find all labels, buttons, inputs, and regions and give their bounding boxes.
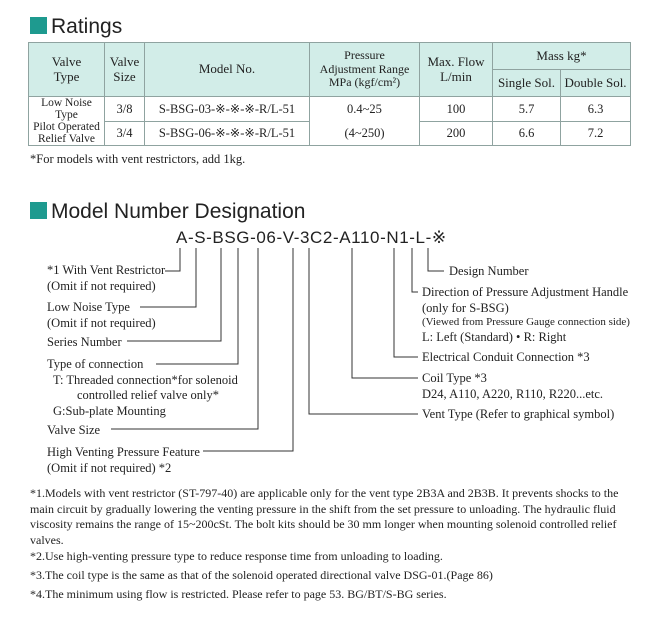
label-low-noise: Low Noise Type (Omit if not required) bbox=[47, 300, 156, 330]
size-cell: 3/4 bbox=[105, 121, 145, 146]
label-coil-type: Coil Type *3 D24, A110, A220, R110, R220...etc. bbox=[422, 371, 604, 401]
model-cell: S-BSG-06-※-※-※-R/L-51 bbox=[145, 121, 310, 146]
col-mass: Mass kg* bbox=[493, 43, 631, 70]
footnote-4: *4.The minimum using flow is restricted. Please refer to page 53. BG/BT/S-BG series. bbox=[30, 587, 447, 601]
col-pressure: Pressure Adjustment Range MPa (kgf/cm²) bbox=[310, 43, 420, 97]
pressure-cell: 0.4~25 bbox=[310, 97, 420, 122]
model-code: A-S-BSG-06-V-3C2-A110-N1-L-※ bbox=[176, 228, 447, 247]
double-mass-cell: 7.2 bbox=[561, 121, 631, 146]
col-valve-size: Valve Size bbox=[105, 43, 145, 97]
double-mass-cell: 6.3 bbox=[561, 97, 631, 122]
ratings-title: Ratings bbox=[30, 16, 122, 37]
label-high-venting: High Venting Pressure Feature (Omit if not required) *2 bbox=[47, 445, 200, 475]
footnote-3: *3.The coil type is the same as that of the solenoid operated directional valve DSG-01.(Page 86) bbox=[30, 568, 493, 582]
label-vent-type: Vent Type (Refer to graphical symbol) bbox=[422, 407, 615, 421]
label-conduit: Electrical Conduit Connection *3 bbox=[422, 350, 590, 364]
footnote-1: *1.Models with vent restrictor (ST-797-40) are applicable only for the vent type 2B3A and 2B3B. It prevents shocks to the main circuit by gradually lowering the venting pressure in the shift from the set pressure to unloading. The hydraulic fluid viscosity remains the range of 15~200cSt. The bolt kits should be 30 mm longer when mounting solenoid controlled relief valves. bbox=[30, 486, 619, 547]
col-double-sol: Double Sol. bbox=[561, 70, 631, 97]
size-cell: 3/8 bbox=[105, 97, 145, 122]
label-design-number: Design Number bbox=[449, 264, 529, 278]
model-cell: S-BSG-03-※-※-※-R/L-51 bbox=[145, 97, 310, 122]
valve-type-cell: Low Noise Type Pilot Operated Relief Valve bbox=[29, 97, 105, 146]
col-max-flow: Max. Flow L/min bbox=[420, 43, 493, 97]
label-vent-restrictor: *1 With Vent Restrictor (Omit if not required) bbox=[47, 263, 166, 293]
flow-cell: 200 bbox=[420, 121, 493, 146]
designation-title: Model Number Designation bbox=[30, 201, 305, 222]
label-connection: Type of connection T: Threaded connection*for solenoid controlled relief valve only* G:Sub-plate Mounting bbox=[47, 357, 238, 418]
label-valve-size: Valve Size bbox=[47, 423, 101, 437]
single-mass-cell: 6.6 bbox=[493, 121, 561, 146]
pressure-cell: (4~250) bbox=[310, 121, 420, 146]
label-series-number: Series Number bbox=[47, 335, 122, 349]
single-mass-cell: 5.7 bbox=[493, 97, 561, 122]
col-model-no: Model No. bbox=[145, 43, 310, 97]
footnote-2: *2.Use high-venting pressure type to reduce response time from unloading to loading. bbox=[30, 549, 443, 563]
col-valve-type: Valve Type bbox=[29, 43, 105, 97]
col-single-sol: Single Sol. bbox=[493, 70, 561, 97]
flow-cell: 100 bbox=[420, 97, 493, 122]
ratings-note: *For models with vent restrictors, add 1kg. bbox=[30, 152, 246, 166]
label-handle-direction: Direction of Pressure Adjustment Handle (only for S-BSG) (Viewed from Pressure Gauge connection side) L: Left (Standard) • R: Right bbox=[422, 285, 630, 344]
